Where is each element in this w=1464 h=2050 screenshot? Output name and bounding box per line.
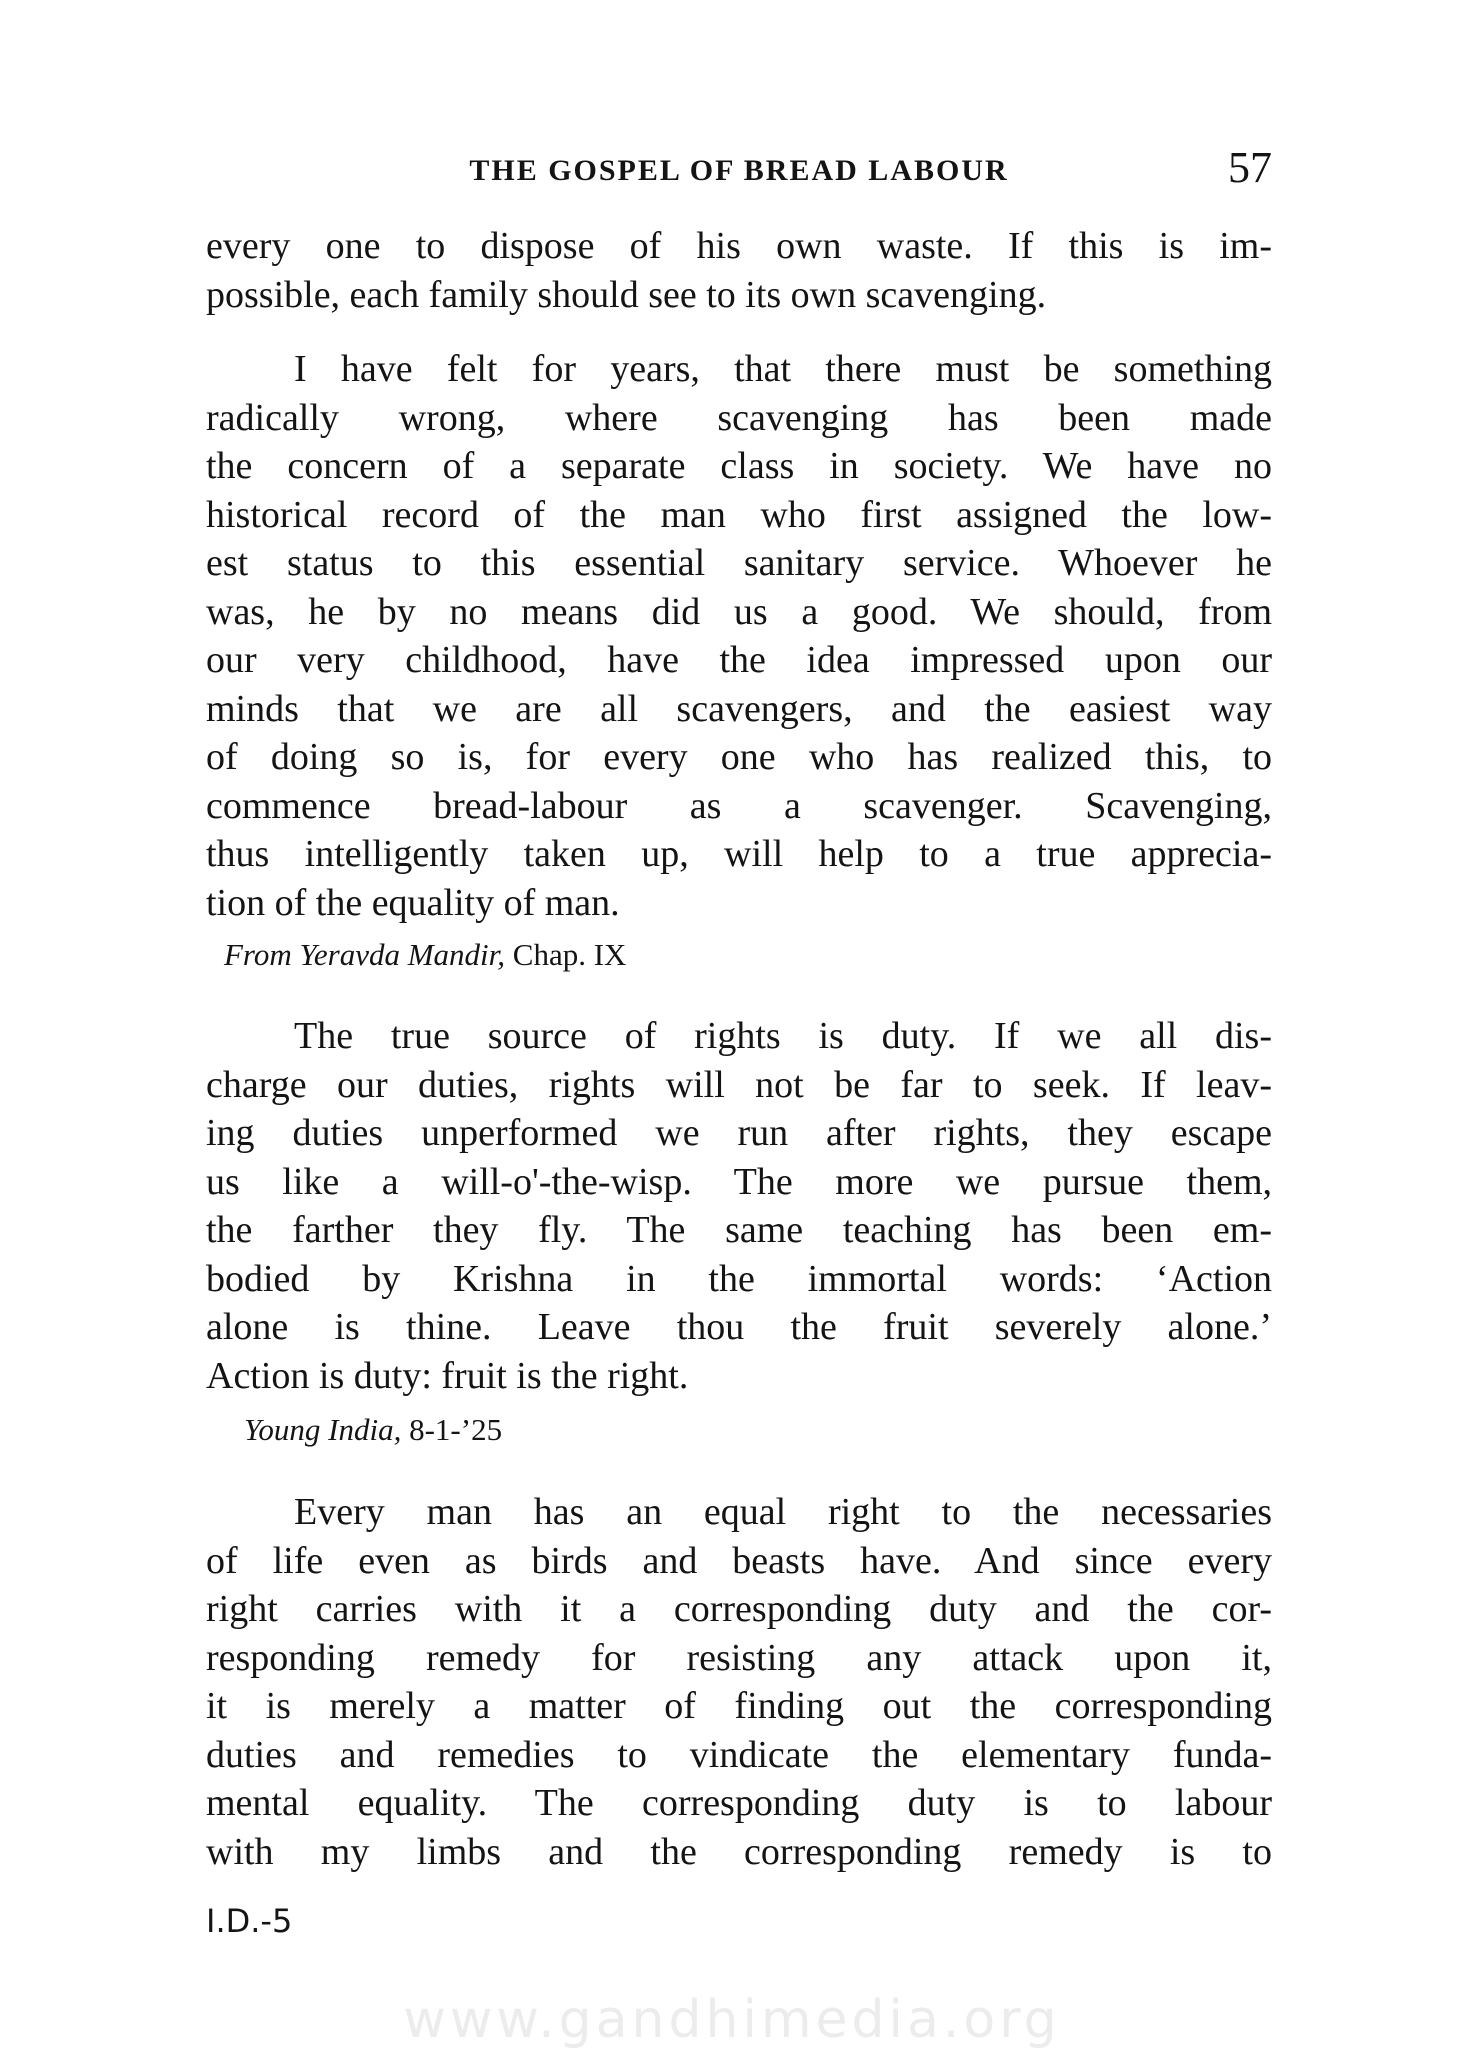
text-line: charge our duties, rights will not be far to seek. If leav- bbox=[206, 1063, 1272, 1106]
text-line: our very childhood, have the idea impressed upon our bbox=[206, 639, 1272, 681]
text-line: us like a will-o'-the-wisp. The more we pursue them, bbox=[206, 1160, 1272, 1203]
text-line: every one to dispose of his own waste. If this is im- bbox=[206, 225, 1272, 267]
paragraph-2 bbox=[206, 345, 1272, 927]
source-citation-2 bbox=[244, 1412, 502, 1448]
text-line: commence bread-labour as a scavenger. Scavenging, bbox=[206, 784, 1272, 827]
text-line: responding remedy for resisting any attack upon it, bbox=[206, 1636, 1272, 1679]
text-line: tion of the equality of man. bbox=[206, 881, 620, 924]
page-number: 57 bbox=[1228, 143, 1272, 192]
source-citation-1 bbox=[224, 937, 626, 973]
paragraph-3 bbox=[206, 1012, 1272, 1400]
paragraph-1 bbox=[206, 222, 1272, 319]
text-line: minds that we are all scavengers, and the easiest way bbox=[206, 687, 1272, 730]
text-line: radically wrong, where scavenging has been made bbox=[206, 396, 1272, 439]
text-line: with my limbs and the corresponding remedy is to bbox=[206, 1830, 1272, 1873]
text-line: the concern of a separate class in society. We have no bbox=[206, 445, 1272, 487]
source-detail: 8-1-’25 bbox=[409, 1412, 503, 1447]
source-title: Young India, bbox=[244, 1412, 402, 1447]
text-line: possible, each family should see to its own scavenging. bbox=[206, 273, 1047, 316]
text-line: I have felt for years, that there must be something bbox=[294, 348, 1272, 390]
text-line: of life even as birds and beasts have. And since every bbox=[206, 1539, 1272, 1582]
running-header bbox=[206, 143, 1272, 200]
text-line: alone is thine. Leave thou the fruit severely alone.’ bbox=[206, 1306, 1272, 1348]
signature-mark: I.D.-5 bbox=[206, 1902, 293, 1940]
text-line: thus intelligently taken up, will help to a true apprecia- bbox=[206, 833, 1272, 875]
text-line: mental equality. The corresponding duty is to labour bbox=[206, 1782, 1272, 1824]
paragraph-4 bbox=[206, 1488, 1272, 1876]
text-line: historical record of the man who first assigned the low- bbox=[206, 493, 1272, 536]
text-line: Every man has an equal right to the necessaries bbox=[294, 1491, 1272, 1533]
text-line: The true source of rights is duty. If we all dis- bbox=[294, 1015, 1272, 1057]
text-line: ing duties unperformed we run after rights, they escape bbox=[206, 1112, 1272, 1154]
text-line: duties and remedies to vindicate the elementary funda- bbox=[206, 1733, 1272, 1776]
text-line: est status to this essential sanitary service. Whoever he bbox=[206, 542, 1272, 584]
source-detail: Chap. IX bbox=[512, 937, 627, 972]
running-title: THE GOSPEL OF BREAD LABOUR bbox=[469, 154, 1009, 187]
text-line: was, he by no means did us a good. We should, from bbox=[206, 590, 1272, 633]
text-line: of doing so is, for every one who has realized this, to bbox=[206, 736, 1272, 778]
watermark: www.gandhimedia.org bbox=[403, 1990, 1061, 2050]
source-title: From Yeravda Mandir, bbox=[224, 937, 506, 972]
text-line: bodied by Krishna in the immortal words: ‘Action bbox=[206, 1257, 1272, 1300]
text-line: the farther they fly. The same teaching has been em- bbox=[206, 1209, 1272, 1251]
text-line: it is merely a matter of finding out the corresponding bbox=[206, 1685, 1272, 1727]
text-line: right carries with it a corresponding duty and the cor- bbox=[206, 1588, 1272, 1630]
text-line: Action is duty: fruit is the right. bbox=[206, 1354, 689, 1397]
